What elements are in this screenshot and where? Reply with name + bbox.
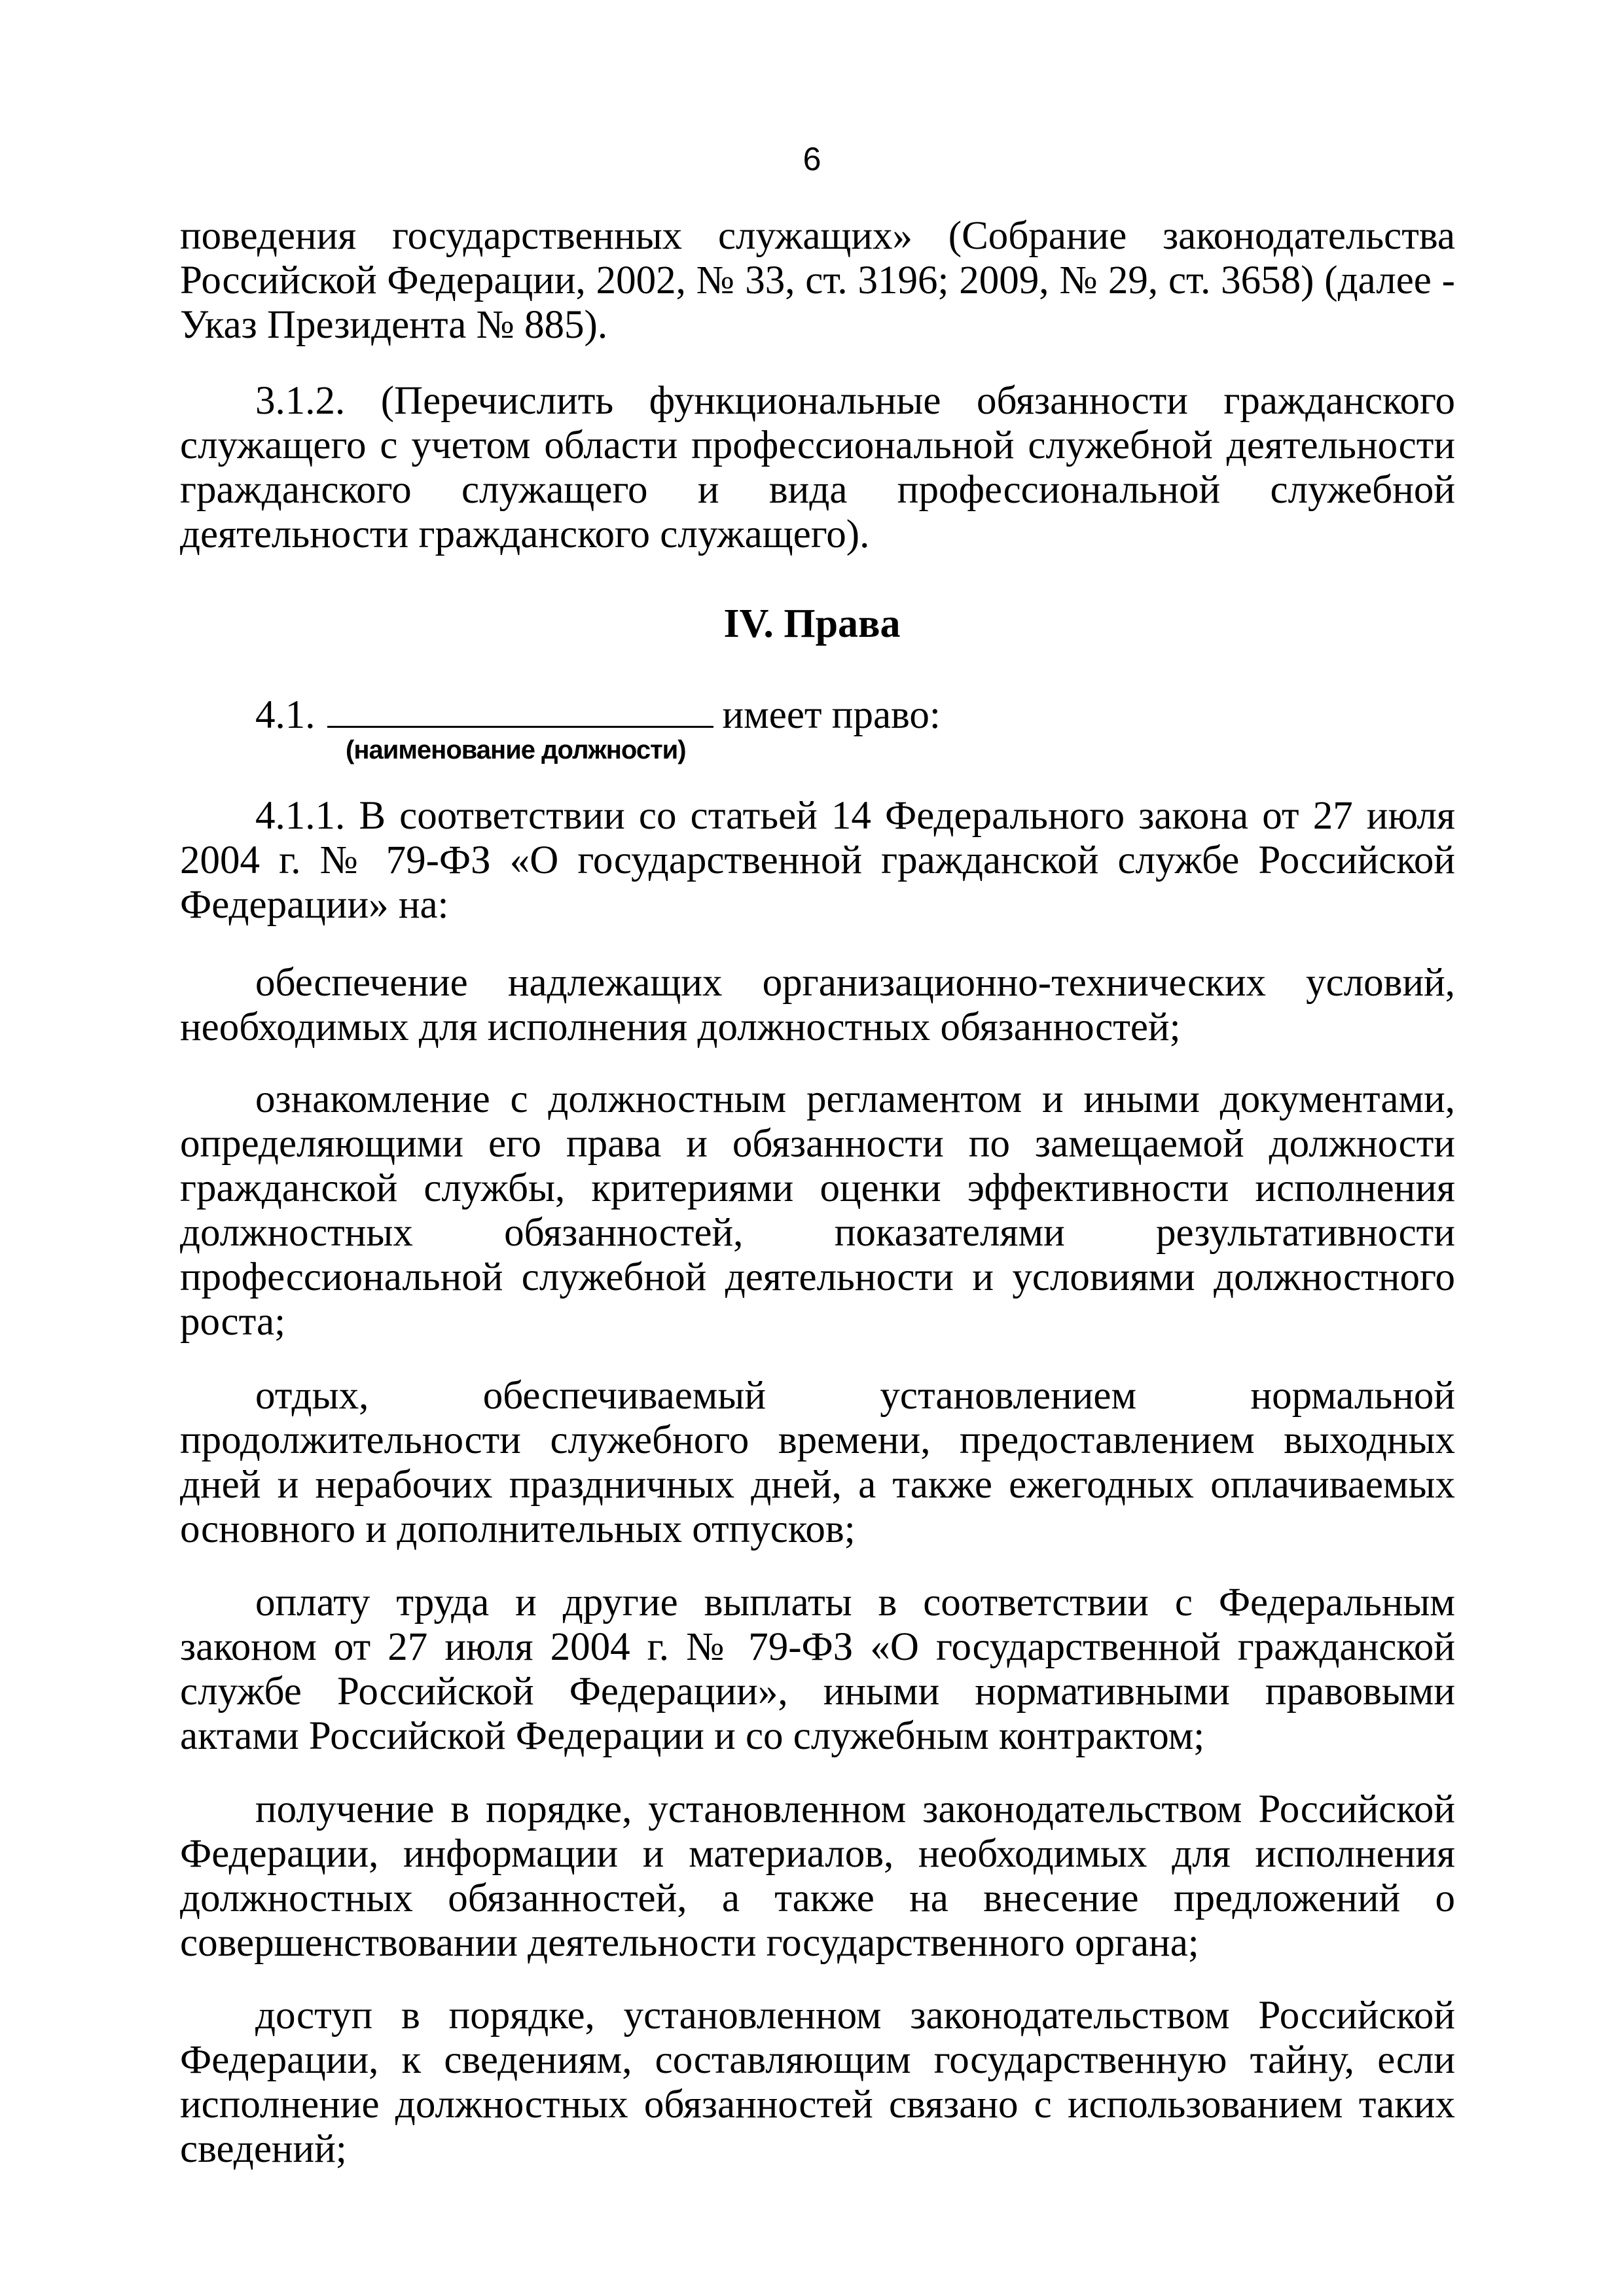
paragraph-right-conditions: обеспечение надлежащих организационно-технических условий, необходимых для исполнения должностных обязанностей; xyxy=(180,961,1455,1049)
paragraph-right-familiarization: ознакомление с должностным регламентом и иными документами, определяющими его права и обязанности по замещаемой должности гражданской службы, критериями оценки эффективности исполнения должностных обязанностей, показателями результативности профессиональной служебной деятельности и условиями должностного роста; xyxy=(180,1077,1455,1344)
paragraph-right-rest: отдых, обеспечиваемый установлением нормальной продолжительности служебного времени, предоставлением выходных дней и нерабочих праздничных дней, а также ежегодных оплачиваемых основного и дополнительных отпусков; xyxy=(180,1374,1455,1551)
page-number: 6 xyxy=(803,141,821,177)
paragraph-3-1-2: 3.1.2. (Перечислить функциональные обязанности гражданского служащего с учетом области профессиональной служебной деятельности гражданского служащего и вида профессиональной служебной деятельности гражданского служащего). xyxy=(180,379,1455,556)
position-name-caption: (наименование должности) xyxy=(346,736,686,764)
item-4-1-number: 4.1. xyxy=(255,693,316,737)
paragraph-right-pay: оплату труда и другие выплаты в соответствии с Федеральным законом от 27 июля 2004 г. № 79-ФЗ «О государственной гражданской службе Российской Федерации», иными нормативными правовыми актами Российской Федерации и со служебным контрактом; xyxy=(180,1581,1455,1758)
section-heading: IV. Права xyxy=(723,601,901,646)
item-4-1 xyxy=(255,692,941,738)
item-4-1-text: имеет право: xyxy=(722,693,941,737)
position-name-blank[interactable] xyxy=(327,692,713,728)
paragraph-4-1-1: 4.1.1. В соответствии со статьей 14 Федерального закона от 27 июля 2004 г. № 79-ФЗ «О государственной гражданской службе Российской Федерации» на: xyxy=(180,794,1455,927)
paragraph-right-information: получение в порядке, установленном законодательством Российской Федерации, информации и материалов, необходимых для исполнения должностных обязанностей, а также на внесение предложений о совершенствовании деятельности государственного органа; xyxy=(180,1787,1455,1965)
paragraph-right-state-secret: доступ в порядке, установленном законодательством Российской Федерации, к сведениям, составляющим государственную тайну, если исполнение должностных обязанностей связано с использованием таких сведений; xyxy=(180,1994,1455,2171)
paragraph-decree-reference: поведения государственных служащих» (Собрание законодательства Российской Федерации, 2002, № 33, ст. 3196; 2009, № 29, ст. 3658) (далее - Указ Президента № 885). xyxy=(180,214,1455,347)
